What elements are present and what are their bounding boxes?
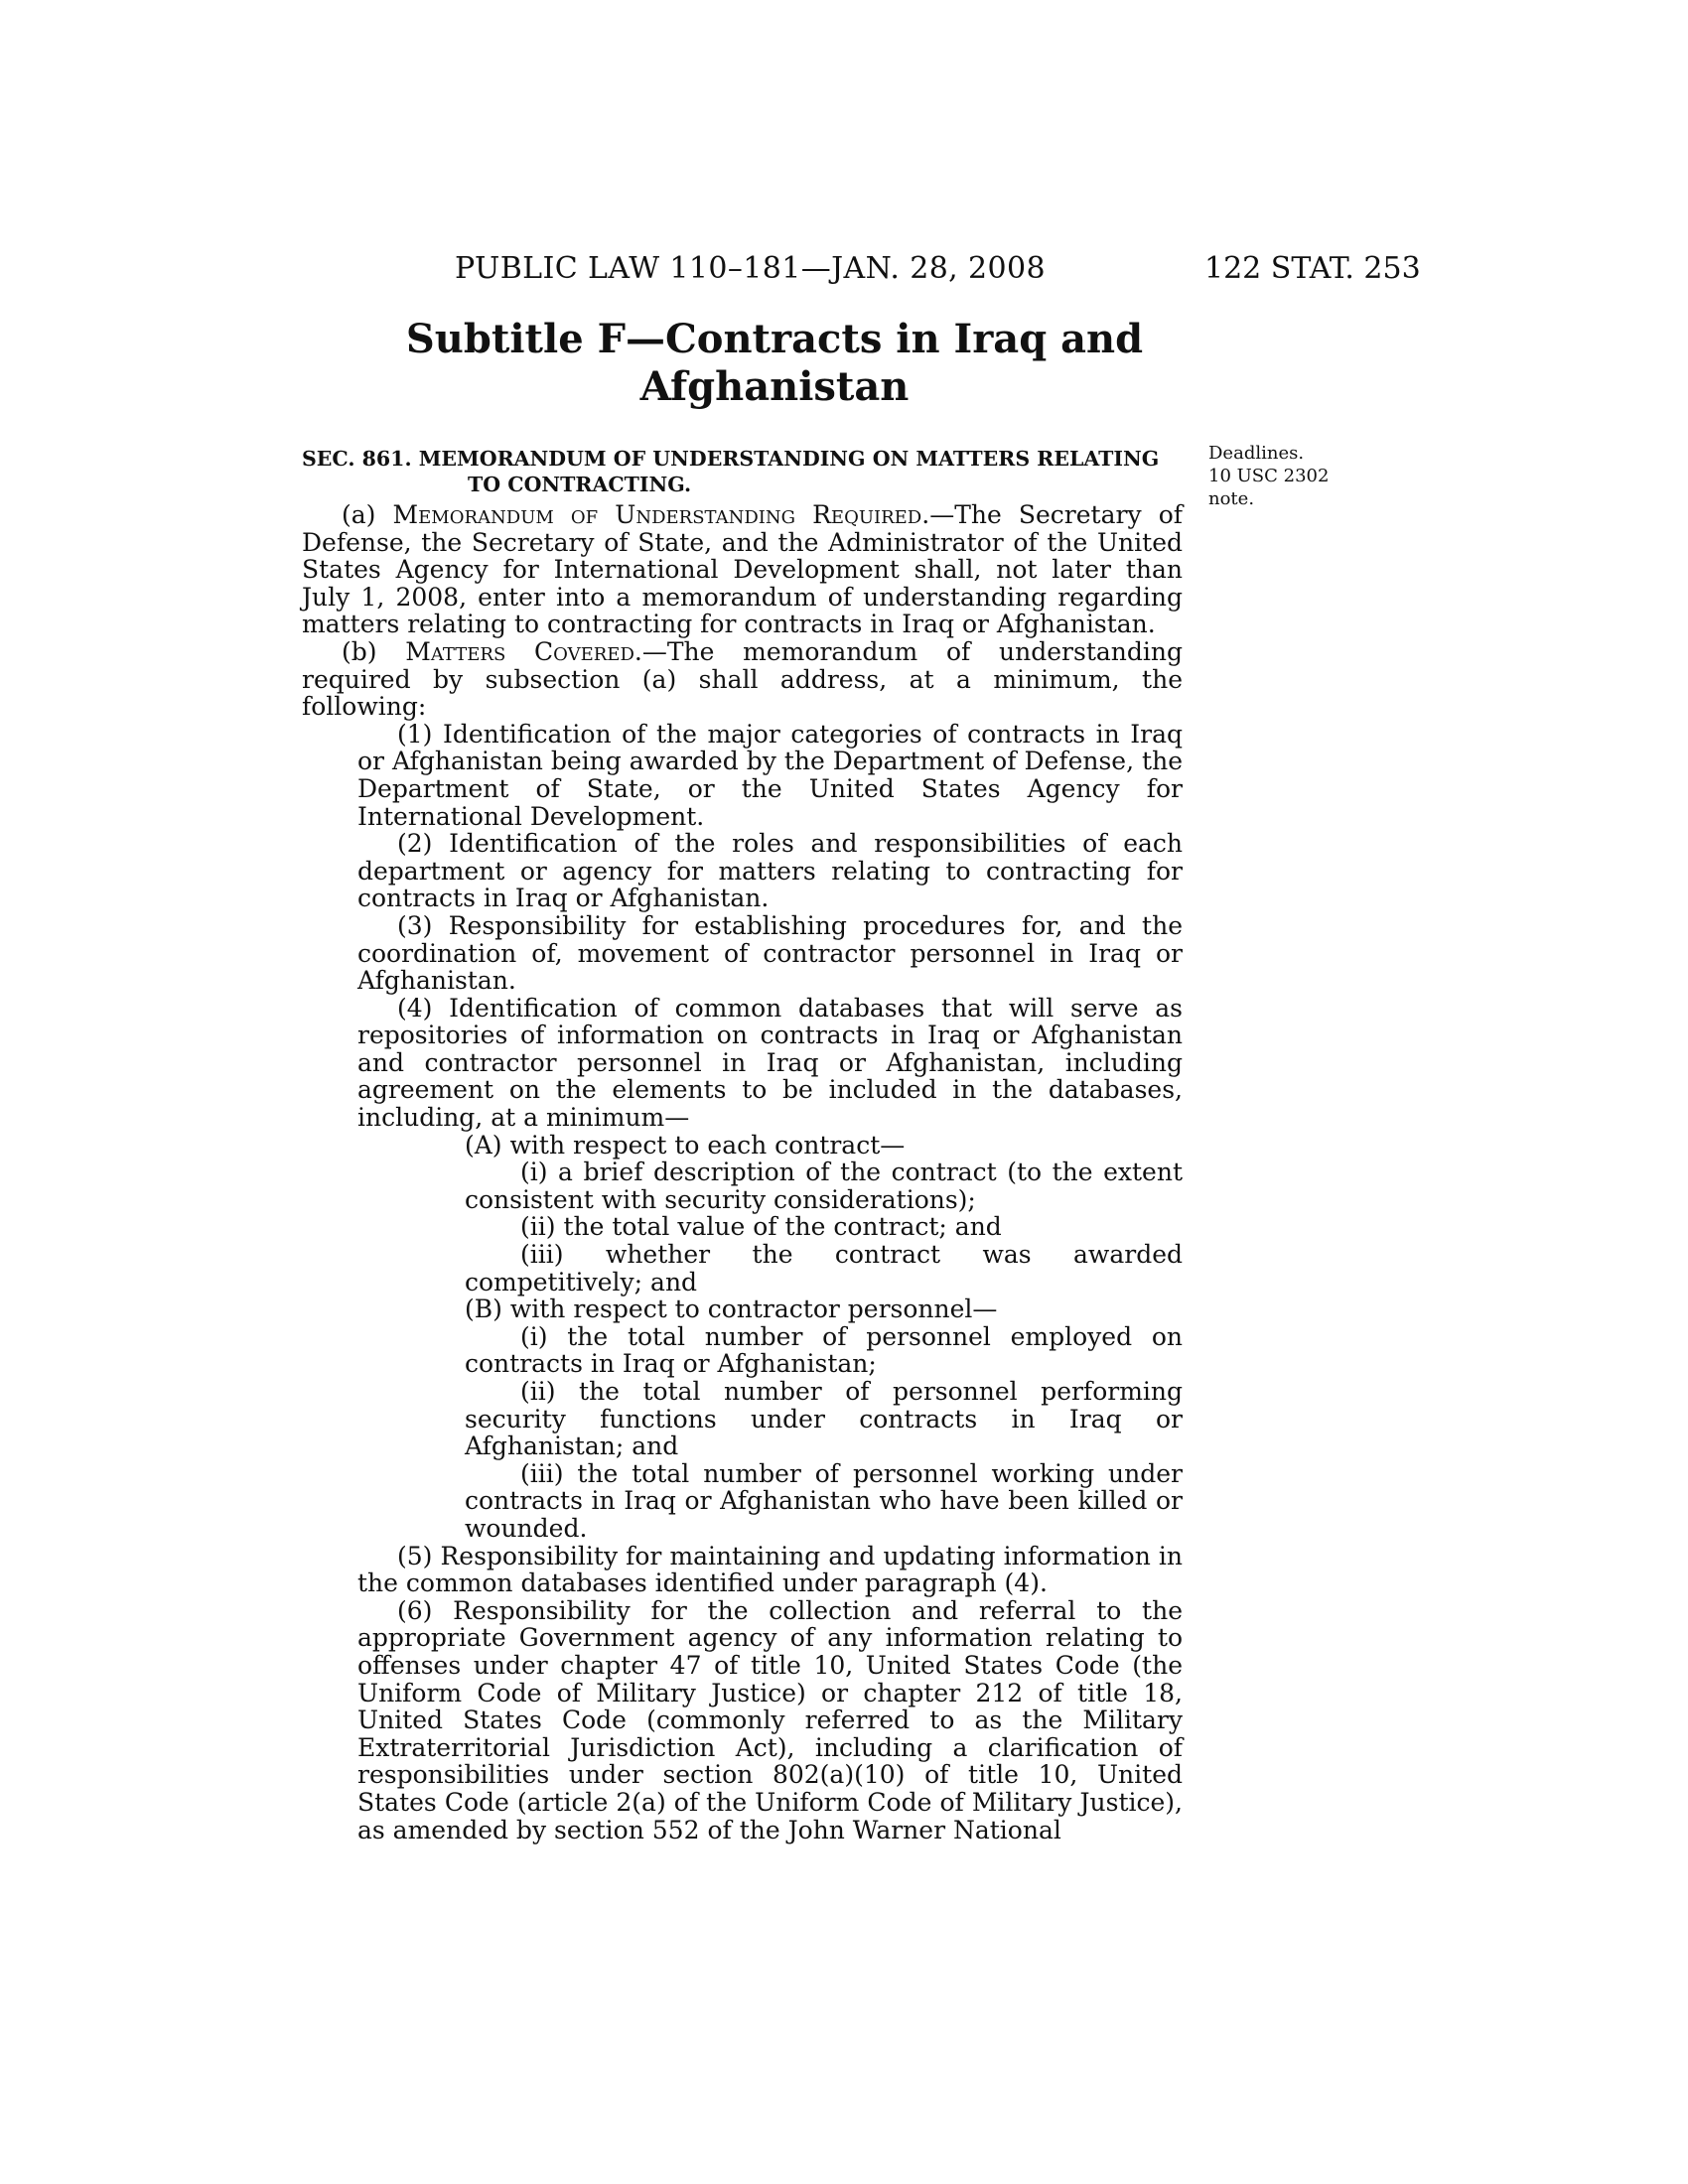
margin-note-line-2: 10 USC 2302 bbox=[1208, 466, 1330, 486]
clause-4A-i: (i) a brief description of the contract (to the extent consistent with security considerations); bbox=[465, 1158, 1183, 1214]
running-head: PUBLIC LAW 110–181—JAN. 28, 2008 bbox=[455, 251, 1047, 286]
clause-4A-ii: (ii) the total value of the contract; and bbox=[520, 1212, 1002, 1242]
paragraph-3: (3) Responsibility for establishing procedures for, and the coordination of, movement of contractor personnel in Iraq or Afghanistan. bbox=[357, 910, 1183, 996]
section-heading-line-2: TO CONTRACTING. bbox=[468, 473, 692, 496]
clause-4B-ii: (ii) the total number of personnel performing security functions under contracts in Iraq or Afghanistan; and bbox=[465, 1377, 1183, 1461]
subsection-b-label: (b) bbox=[342, 636, 406, 666]
section-heading-line-1: SEC. 861. MEMORANDUM OF UNDERSTANDING ON MATTERS RELATING bbox=[302, 447, 1160, 471]
subsection-b-heading: Matters Covered. bbox=[405, 636, 642, 666]
clause-4B-iii: (iii) the total number of personnel working under contracts in Iraq or Afghanistan who have been killed or wounded. bbox=[465, 1458, 1183, 1543]
subsection-b bbox=[302, 638, 1183, 721]
section-body bbox=[302, 501, 1183, 1843]
paragraph-5: (5) Responsibility for maintaining and updating information in the common databases identified under paragraph (4). bbox=[357, 1541, 1183, 1598]
subsection-a-text: —The Secretary of Defense, the Secretary of State, and the Administrator of the United States Agency for International Development shall, not later than July 1, 2008, enter into a memorandum of understanding regarding matters relating to contracting for contracts in Iraq or Afghanistan. bbox=[302, 500, 1183, 639]
clause-4A-iii: (iii) whether the contract was awarded competitively; and bbox=[465, 1240, 1183, 1297]
paragraph-1: (1) Identification of the major categories of contracts in Iraq or Afghanistan being awarded by the Department of Defense, the Department of State, or the United States Agency for International Development. bbox=[357, 719, 1183, 831]
subtitle-line-2: Afghanistan bbox=[639, 363, 910, 410]
paragraph-6: (6) Responsibility for the collection and referral to the appropriate Government agency of any information relating to offenses under chapter 47 of title 10, United States Code (the Uniform Code of Military Justice) or chapter 212 of title 18, United States Code (commonly referred to as the Military Extraterritorial Jurisdiction Act), including a clarification of responsibilities under section 802(a)(10) of title 10, United States Code (article 2(a) of the Uniform Code of Military Justice), as amended by section 552 of the John Warner National bbox=[357, 1595, 1183, 1844]
subsection-a bbox=[302, 501, 1183, 638]
subtitle-line-1: Subtitle F—Contracts in Iraq and bbox=[405, 316, 1144, 362]
margin-note-line-1: Deadlines. bbox=[1208, 443, 1305, 464]
stat-page-number: 122 STAT. 253 bbox=[1204, 251, 1421, 286]
margin-note bbox=[1208, 442, 1347, 510]
margin-note-line-3: note. bbox=[1208, 488, 1255, 509]
section-heading bbox=[302, 446, 1183, 497]
clause-4B-i: (i) the total number of personnel employed on contracts in Iraq or Afghanistan; bbox=[465, 1321, 1183, 1379]
subparagraph-4A: (A) with respect to each contract— bbox=[465, 1130, 906, 1160]
subsection-a-heading: Memorandum of Understanding Required. bbox=[392, 500, 930, 529]
subsection-a-label: (a) bbox=[342, 500, 393, 529]
paragraph-4: (4) Identification of common databases that will serve as repositories of information on contracts in Iraq or Afghanistan and contractor personnel in Iraq or Afghanistan, including agreement on the elements to be included in the databases, including, at a minimum— bbox=[357, 993, 1183, 1133]
subparagraph-4B: (B) with respect to contractor personnel— bbox=[465, 1295, 998, 1324]
paragraph-2: (2) Identification of the roles and responsibilities of each department or agency for matters relating to contracting for contracts in Iraq or Afghanistan. bbox=[357, 829, 1183, 913]
subsection-b-text: —The memorandum of understanding required by subsection (a) shall address, at a minimum, the following: bbox=[302, 636, 1183, 722]
subtitle-heading bbox=[328, 316, 1221, 411]
